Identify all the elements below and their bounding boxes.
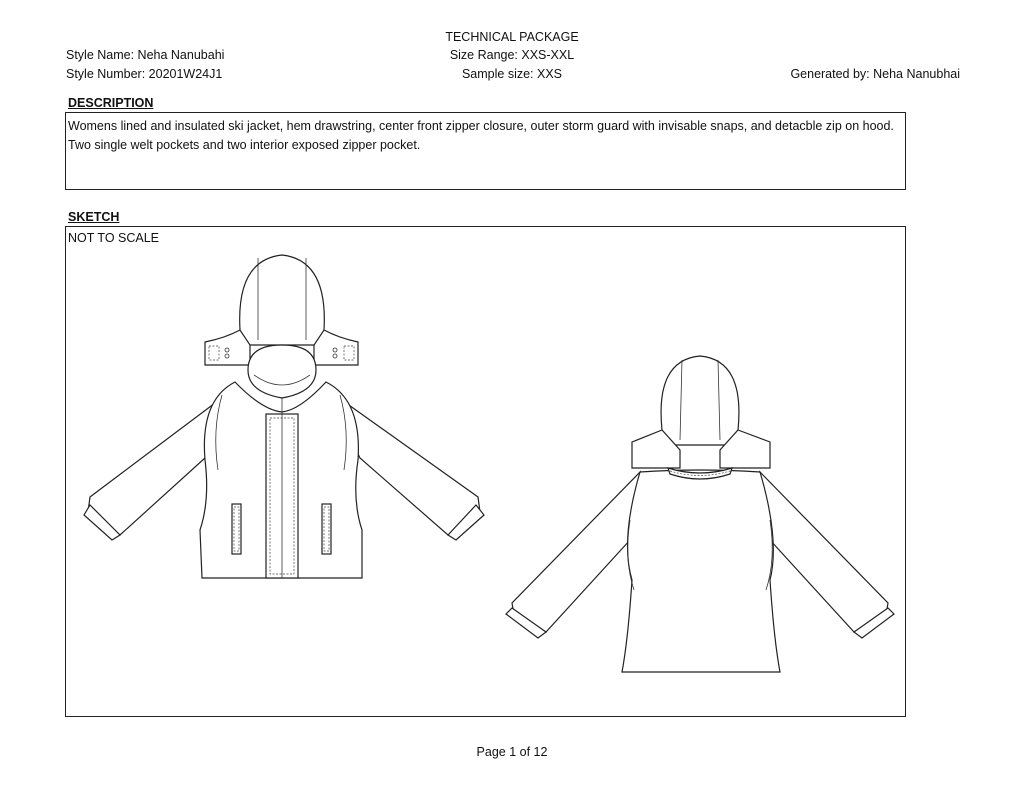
style-number: Style Number: 20201W24J1 bbox=[66, 67, 223, 81]
style-name: Style Name: Neha Nanubahi bbox=[66, 48, 225, 62]
sketch-heading: SKETCH bbox=[68, 210, 120, 224]
sample-size: Sample size: XXS bbox=[461, 67, 563, 81]
page-number: Page 1 of 12 bbox=[476, 745, 548, 759]
jacket-front-sketch bbox=[84, 255, 484, 578]
not-to-scale-note: NOT TO SCALE bbox=[68, 231, 160, 245]
description-text: Womens lined and insulated ski jacket, hem drawstring, center front zipper closure, outer storm guard with invisable snaps, and detacble zip on hood. Two single welt pockets and two interior exposed zipper pocket. bbox=[68, 119, 894, 152]
generated-by: Generated by: Neha Nanubhai bbox=[790, 67, 960, 81]
page-title: TECHNICAL PACKAGE bbox=[445, 30, 579, 44]
jacket-back-sketch bbox=[506, 356, 894, 672]
size-range: Size Range: XXS-XXL bbox=[449, 48, 575, 62]
description-heading: DESCRIPTION bbox=[68, 96, 154, 110]
